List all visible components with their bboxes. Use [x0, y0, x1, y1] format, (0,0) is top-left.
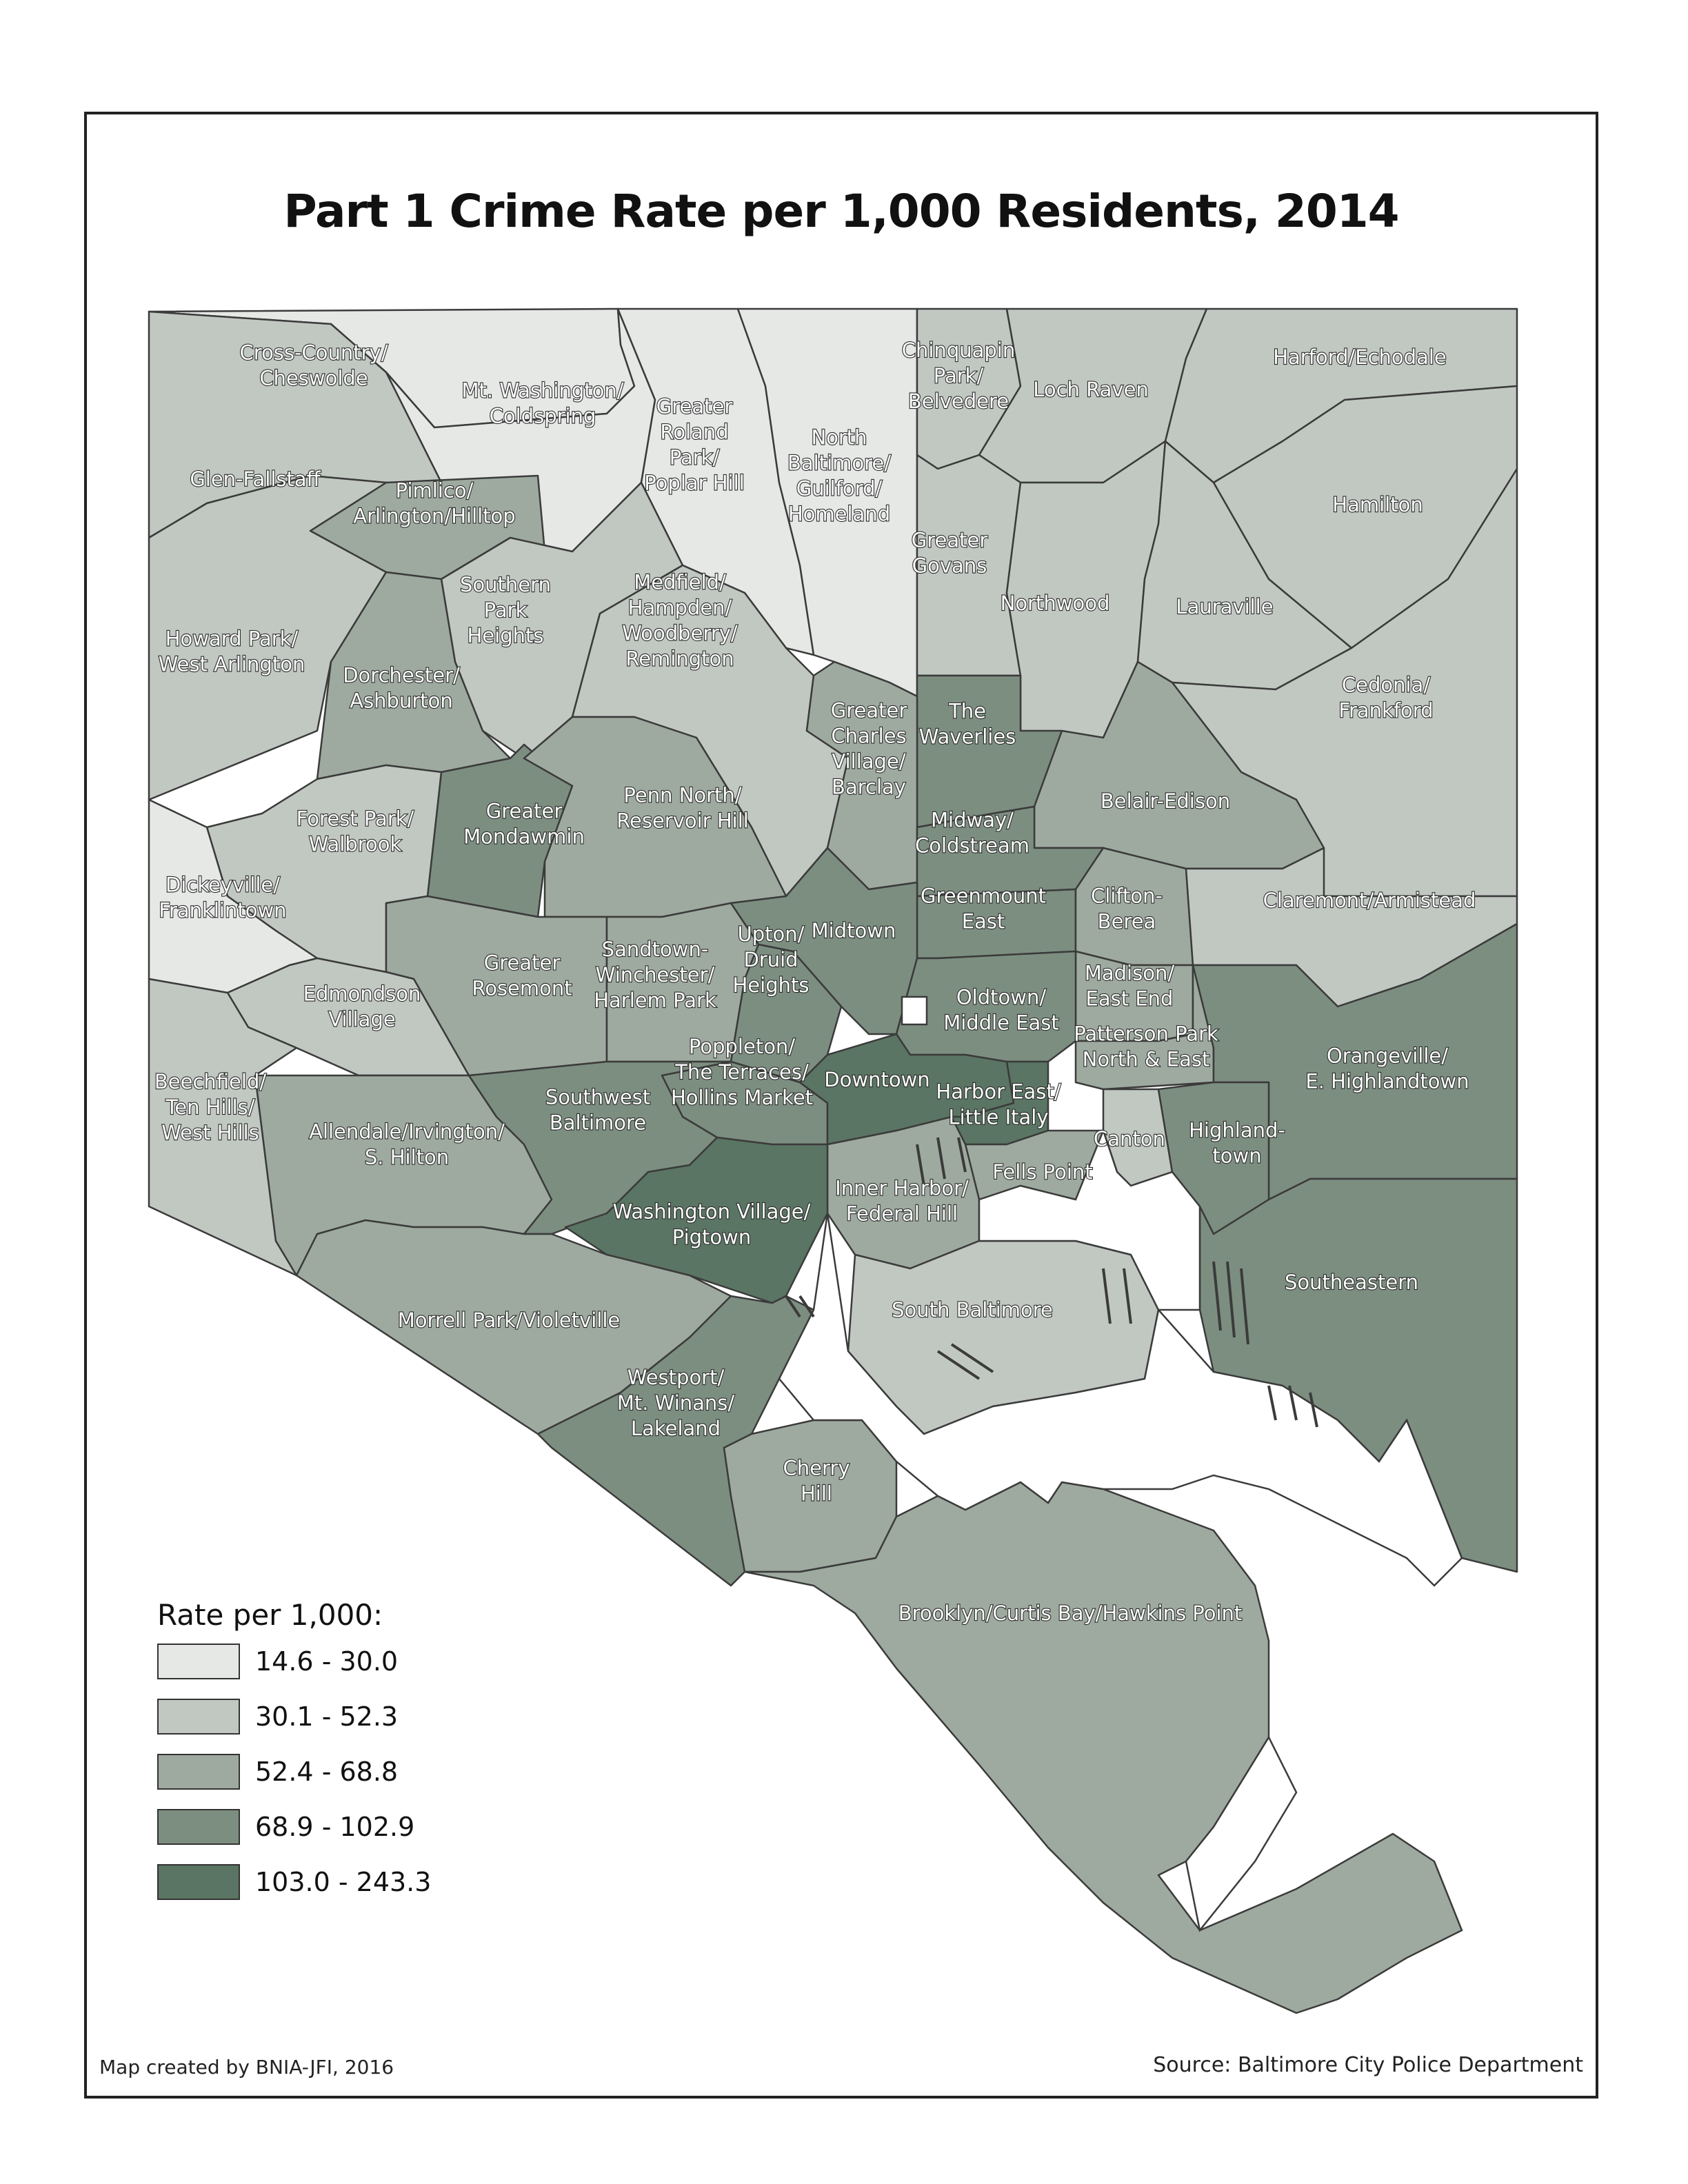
label-line: Oldtown/: [956, 985, 1047, 1009]
label-line: Village/: [832, 749, 906, 774]
label-line: Little Italy: [948, 1105, 1049, 1129]
label-line: Govans: [912, 554, 987, 578]
label-line: Upton/: [737, 922, 805, 946]
label-line: Penn North/: [623, 783, 742, 807]
label-line: The Terraces/: [675, 1060, 809, 1084]
label-line: Edmondson: [303, 982, 421, 1006]
label-line: Greater: [485, 799, 563, 823]
label-line: Cherry: [783, 1456, 850, 1480]
label-line: Poppleton/: [688, 1035, 796, 1058]
label-harford: [1273, 345, 1447, 369]
label-line: Heights: [732, 973, 810, 997]
label-line: Baltimore: [549, 1111, 647, 1135]
legend-swatch: [157, 1699, 240, 1735]
label-line: Homeland: [787, 502, 891, 526]
label-line: Guilford/: [796, 476, 883, 501]
label-line: Lakeland: [630, 1417, 721, 1440]
label-line: Arlington/Hilltop: [353, 504, 516, 528]
label-line: Druid: [743, 948, 798, 971]
label-line: West Arlington: [158, 652, 305, 676]
label-line: Roland: [660, 420, 729, 444]
label-line: Downtown: [824, 1068, 930, 1091]
label-loch-raven: [1033, 378, 1149, 401]
legend-swatch: [157, 1644, 240, 1679]
label-line: West Hills: [161, 1121, 259, 1144]
label-line: Dickeyville/: [165, 873, 281, 897]
label-line: Poplar Hill: [644, 471, 745, 495]
label-line: Southern: [460, 573, 551, 596]
label-line: Forest Park/: [296, 807, 414, 831]
label-line: North & East: [1082, 1047, 1210, 1071]
label-line: Hampden/: [627, 596, 732, 620]
label-line: Medfield/: [634, 570, 726, 594]
label-line: Madison/: [1084, 961, 1175, 985]
label-line: Northwood: [1000, 592, 1110, 615]
label-line: Midtown: [811, 919, 896, 942]
label-line: Cross-Country/: [239, 341, 388, 365]
unclassified-parcel: [902, 997, 927, 1024]
label-line: Baltimore/: [787, 451, 892, 475]
label-line: Clifton-: [1090, 884, 1163, 908]
label-line: Park/: [933, 364, 984, 387]
label-line: Winchester/: [595, 963, 715, 987]
label-westport: [617, 1366, 735, 1440]
label-line: Harbor East/: [936, 1080, 1061, 1104]
label-glen: [190, 467, 321, 491]
label-line: Pimlico/: [395, 478, 474, 503]
label-line: Greater: [483, 951, 561, 975]
label-line: Greater: [911, 528, 988, 552]
label-line: Ten Hills/: [165, 1095, 255, 1119]
legend-swatch: [157, 1864, 240, 1900]
label-line: South Baltimore: [892, 1298, 1053, 1322]
label-line: Remington: [625, 647, 734, 671]
legend-swatch: [157, 1809, 240, 1845]
label-line: Midway/: [931, 808, 1014, 832]
label-line: town: [1212, 1144, 1262, 1168]
label-line: Ashburton: [350, 689, 453, 713]
label-line: Highland-: [1189, 1118, 1285, 1142]
label-line: Woodberry/: [622, 621, 738, 645]
legend-item: [157, 1752, 398, 1791]
label-line: Inner Harbor/: [835, 1176, 969, 1200]
label-line: Park: [483, 598, 528, 622]
legend-item: [157, 1642, 398, 1681]
label-lauraville: [1176, 595, 1273, 618]
label-southeastern: [1285, 1271, 1418, 1294]
legend-item: [157, 1808, 414, 1846]
label-line: Loch Raven: [1033, 378, 1149, 401]
label-fells-point: [992, 1160, 1092, 1184]
label-line: Middle East: [943, 1011, 1059, 1035]
label-line: Dorchester/: [343, 663, 460, 687]
legend-label: 52.4 - 68.8: [255, 1757, 399, 1787]
label-line: Belair-Edison: [1100, 789, 1231, 813]
label-line: Brooklyn/Curtis Bay/Hawkins Point: [898, 1601, 1243, 1625]
legend-label: 30.1 - 52.3: [255, 1701, 399, 1732]
label-line: Canton: [1094, 1127, 1165, 1151]
label-northwood: [1001, 592, 1110, 615]
label-claremont: [1263, 889, 1476, 912]
label-line: Howard Park/: [165, 627, 299, 651]
legend-swatch: [157, 1754, 240, 1790]
label-downtown: [824, 1068, 930, 1091]
label-line: Waverlies: [918, 725, 1016, 749]
label-line: Walbrook: [308, 832, 402, 856]
legend-label: 68.9 - 102.9: [255, 1812, 415, 1842]
label-line: Mt. Washington/: [461, 378, 624, 403]
label-line: Charles: [831, 724, 907, 748]
label-line: Reservoir Hill: [616, 809, 749, 833]
label-line: Southeastern: [1284, 1271, 1419, 1294]
label-line: Hollins Market: [670, 1086, 814, 1109]
label-line: Federal Hill: [845, 1202, 958, 1226]
label-line: Village: [328, 1007, 396, 1031]
label-line: S. Hilton: [364, 1145, 450, 1169]
label-line: Franklintown: [159, 898, 287, 922]
label-line: Harlem Park: [594, 989, 716, 1012]
neighborhood-brooklyn[interactable]: [745, 1482, 1462, 2013]
label-line: Orangeville/: [1326, 1044, 1449, 1068]
legend-label: 14.6 - 30.0: [255, 1646, 399, 1677]
label-line: Coldspring: [489, 404, 596, 428]
label-line: Sandtown-: [601, 938, 709, 961]
label-line: Greater: [830, 698, 907, 722]
label-line: Berea: [1097, 909, 1156, 933]
label-poppleton: [671, 1035, 813, 1109]
label-sandtown: [594, 938, 716, 1012]
label-line: Claremont/Armistead: [1263, 889, 1476, 912]
label-line: Coldstream: [914, 833, 1030, 858]
label-line: E. Highlandtown: [1305, 1069, 1469, 1093]
data-source: Source: Baltimore City Police Department: [1153, 2053, 1583, 2077]
label-upton: [733, 922, 810, 997]
label-canton: [1094, 1127, 1165, 1151]
label-line: Southwest: [545, 1085, 651, 1109]
label-line: Mt. Winans/: [616, 1391, 735, 1415]
label-line: Heights: [467, 624, 544, 647]
label-line: Hill: [801, 1482, 832, 1506]
label-line: Washington Village/: [612, 1200, 811, 1224]
label-line: East: [961, 909, 1005, 933]
legend-item: [157, 1697, 398, 1736]
label-line: Glen-Fallstaff: [190, 467, 321, 491]
label-line: Cheswolde: [259, 366, 368, 390]
label-line: Westport/: [627, 1366, 725, 1389]
label-midtown: [812, 919, 896, 942]
legend-label: 103.0 - 243.3: [255, 1867, 432, 1897]
label-line: Belvedere: [907, 390, 1009, 413]
label-line: The: [949, 699, 986, 723]
label-belair: [1101, 789, 1230, 813]
label-line: Allendale/Irvington/: [309, 1120, 505, 1144]
label-line: Beechfield/: [154, 1070, 267, 1093]
label-morrell: [398, 1308, 621, 1332]
label-line: Rosemont: [472, 976, 572, 1000]
label-line: Pigtown: [672, 1225, 752, 1249]
label-line: Lauraville: [1176, 595, 1274, 618]
label-line: Frankford: [1338, 698, 1434, 722]
label-line: Chinquapin: [901, 338, 1016, 362]
label-line: Park/: [669, 445, 720, 469]
label-brooklyn: [898, 1601, 1243, 1625]
label-line: Greenmount: [921, 884, 1046, 908]
label-hamilton: [1332, 493, 1423, 516]
label-line: Cedonia/: [1341, 673, 1431, 697]
legend-title: Rate per 1,000:: [157, 1598, 383, 1632]
label-line: Fells Point: [992, 1160, 1093, 1184]
label-line: North: [811, 425, 867, 449]
label-line: Hamilton: [1332, 493, 1423, 516]
label-beechfield: [154, 1070, 266, 1144]
legend-item: [157, 1863, 431, 1901]
label-line: Barclay: [832, 775, 906, 799]
label-line: Greater: [656, 394, 733, 418]
label-line: East End: [1085, 987, 1174, 1011]
map-credit: Map created by BNIA-JFI, 2016: [99, 2056, 394, 2079]
label-line: Harford/Echodale: [1273, 345, 1447, 369]
label-line: Patterson Park: [1074, 1022, 1218, 1046]
label-line: Morrell Park/Violetville: [397, 1308, 621, 1332]
label-south-baltimore: [892, 1298, 1053, 1322]
label-line: Mondawmin: [463, 825, 585, 849]
map-title: Part 1 Crime Rate per 1,000 Residents, 2014: [283, 185, 1399, 238]
